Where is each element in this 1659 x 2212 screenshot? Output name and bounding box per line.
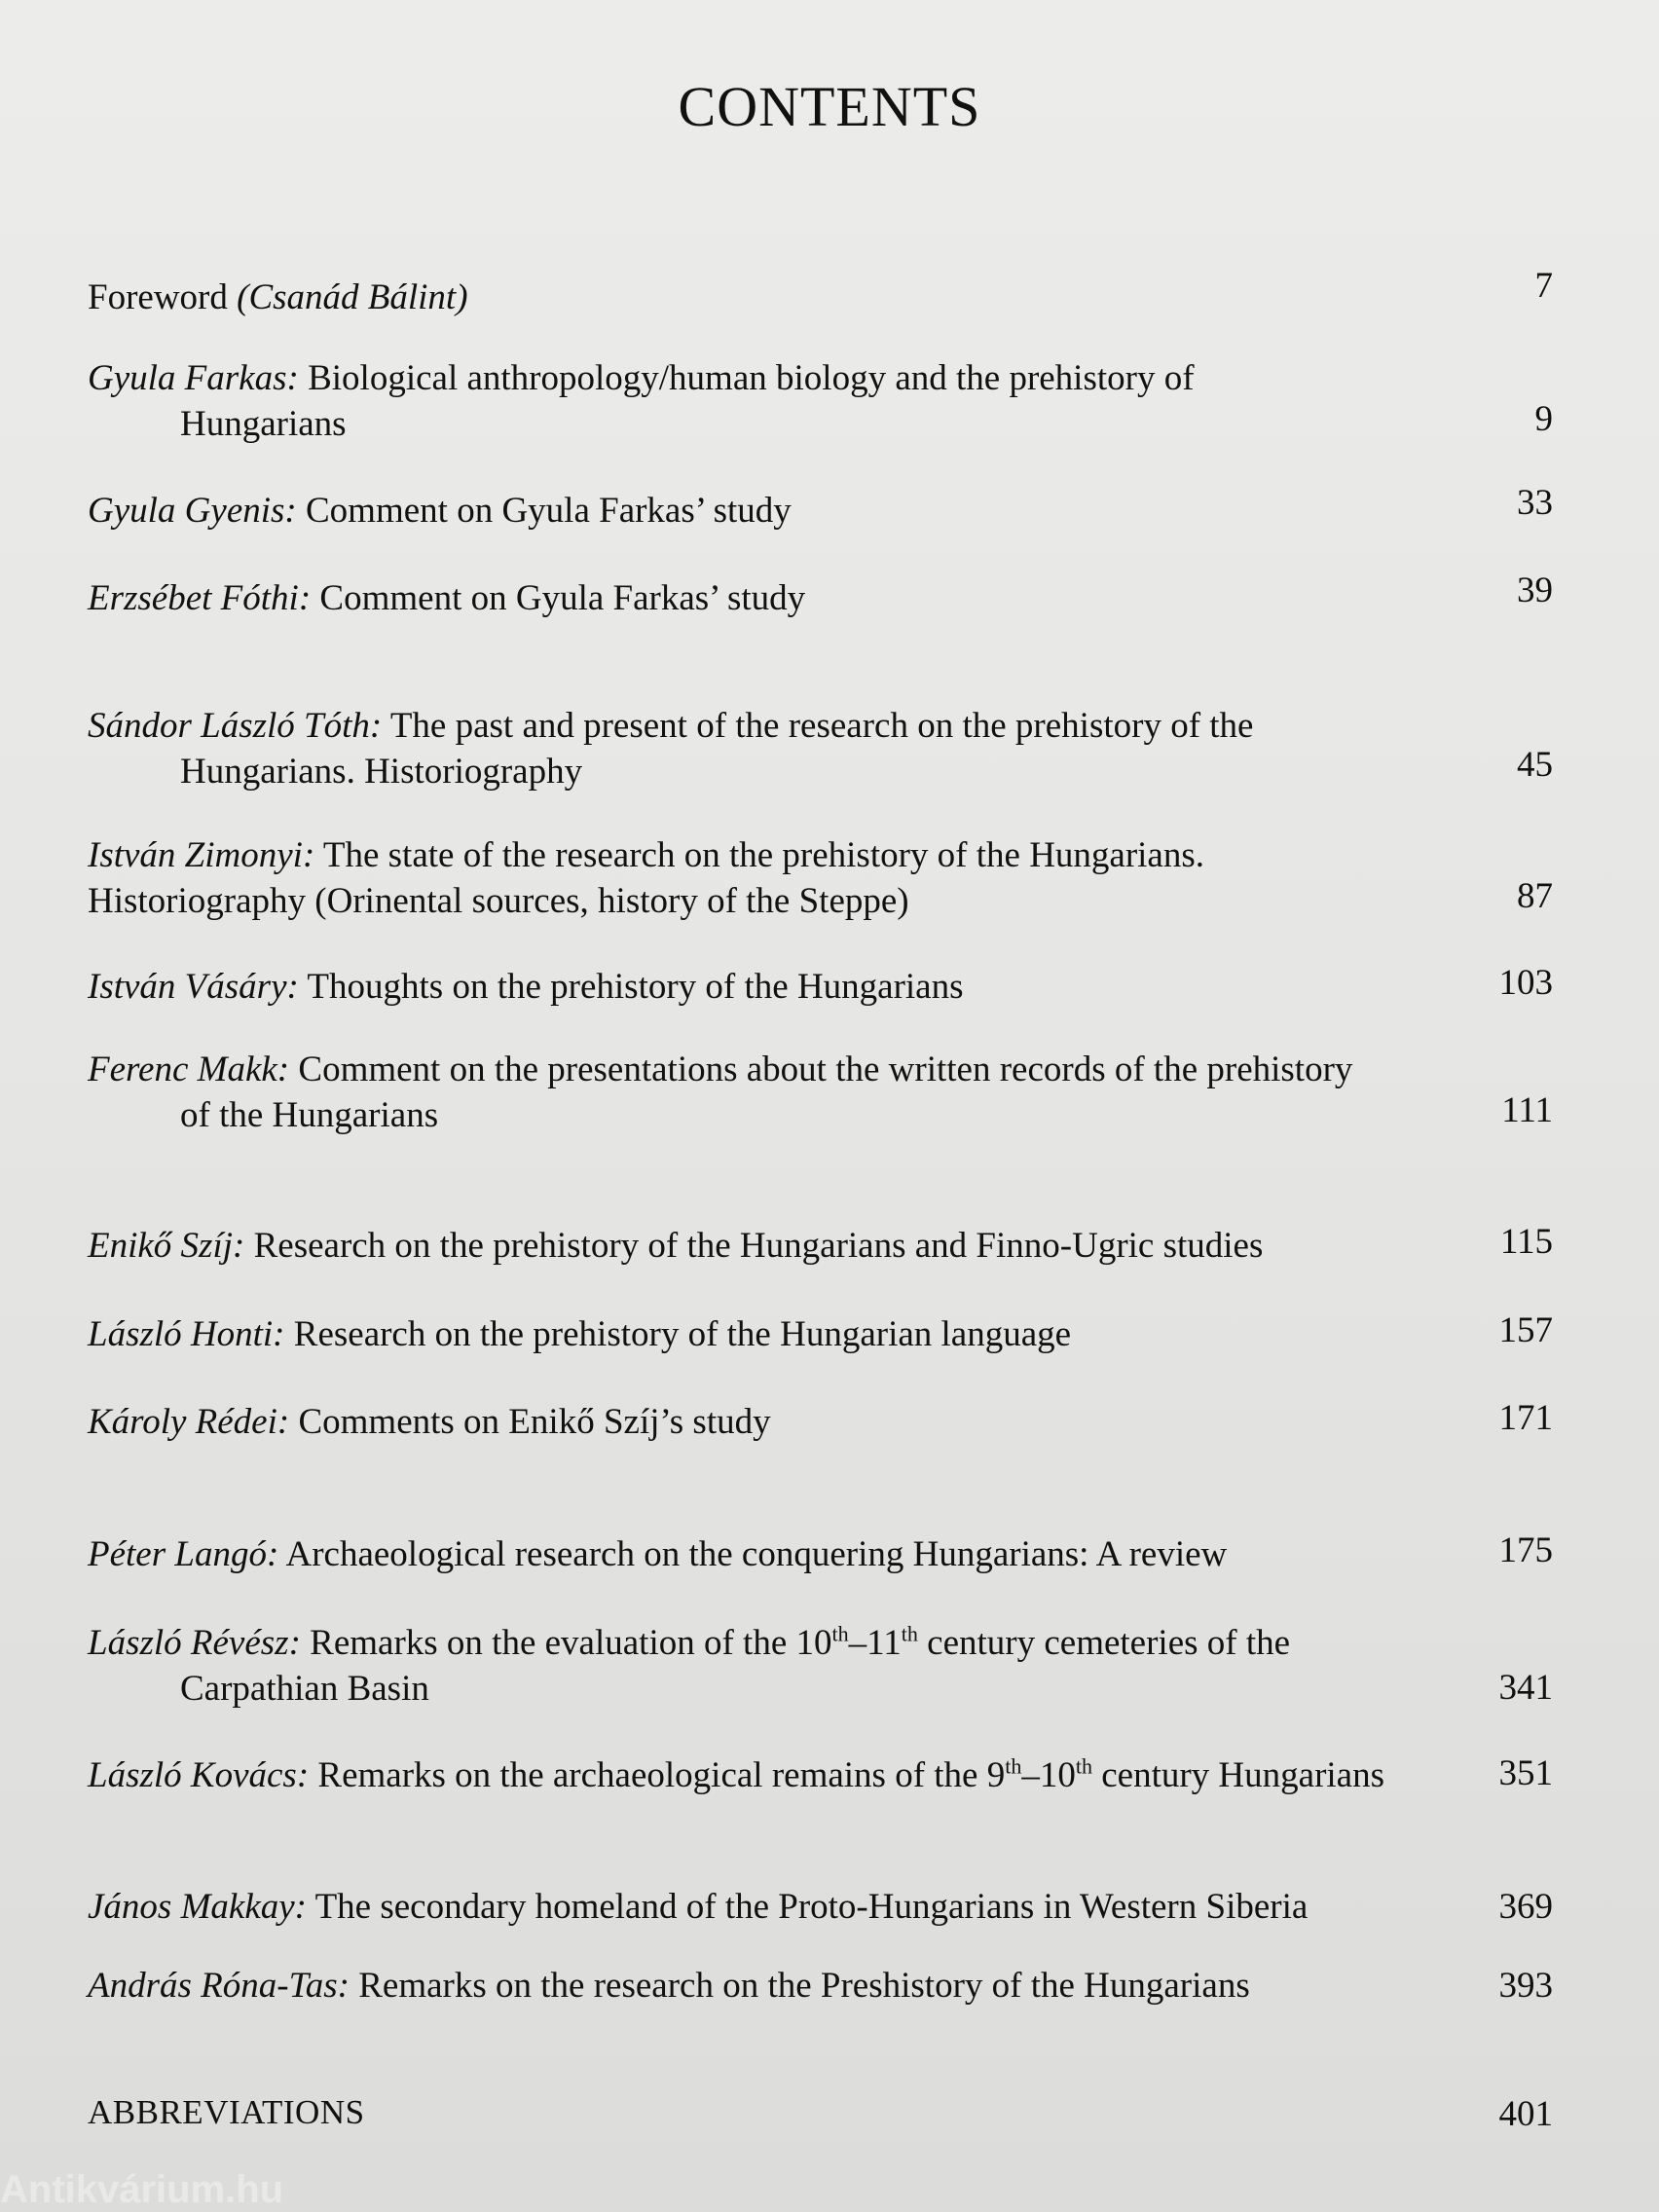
toc-entry — [88, 355, 1553, 447]
page-number: 33 — [1517, 483, 1553, 523]
entry-title: Remarks on the research on the Preshistory of the Hungarians — [349, 1966, 1250, 2006]
entry-title: Remarks on the archaeological remains of the 9 — [309, 1755, 1006, 1795]
page-number: 39 — [1517, 571, 1553, 610]
entry-author: Ferenc Makk: — [88, 1050, 290, 1089]
entry-title: The past and present of the research on the prehistory of the — [382, 706, 1254, 746]
toc-entry — [88, 703, 1553, 794]
page-number: 45 — [1517, 745, 1553, 785]
entry-title: Archaeological research on the conquering Hungarians: A review — [278, 1534, 1228, 1574]
entry-title: Comment on Gyula Farkas’ study — [296, 491, 792, 531]
entry-title-continued: Hungarians — [180, 404, 347, 444]
page-number: 87 — [1517, 876, 1553, 916]
toc-entry — [88, 1752, 1553, 1798]
entry-author: Gyula Farkas: — [88, 358, 299, 398]
watermark: Antikvárium.hu — [0, 2168, 284, 2211]
toc-entry — [88, 1399, 1553, 1445]
entry-title: The state of the research on the prehistory of the Hungarians. — [314, 835, 1205, 875]
page-number: 111 — [1501, 1090, 1553, 1130]
entry-title-continued: Carpathian Basin — [180, 1669, 429, 1709]
toc-entry — [88, 1884, 1553, 1930]
toc-entry — [88, 483, 1553, 534]
page-number: 351 — [1498, 1753, 1553, 1793]
entry-title: Thoughts on the prehistory of the Hungarians — [298, 967, 964, 1007]
toc-entry-abbreviations — [88, 2089, 1553, 2135]
entry-title: –10 — [1021, 1755, 1076, 1795]
entry-title-continued: of the Hungarians — [180, 1095, 439, 1135]
toc-entry — [88, 1047, 1553, 1138]
entry-author: (Csanád Bálint) — [237, 277, 468, 317]
toc-entry — [88, 832, 1553, 924]
entry-title: Research on the prehistory of the Hungarians and Finno-Ugric studies — [244, 1226, 1264, 1266]
page-number: 171 — [1498, 1398, 1553, 1438]
entry-title-continued: Historiography (Orinental sources, history of the Steppe) — [88, 881, 909, 921]
page-number: 7 — [1534, 266, 1553, 306]
toc-entry — [88, 1963, 1553, 2009]
entry-title: Remarks on the evaluation of the 10 — [300, 1623, 832, 1663]
page-number: 393 — [1498, 1966, 1553, 2006]
toc-entry — [88, 571, 1553, 621]
toc-entry — [88, 1620, 1553, 1712]
entry-author: Károly Rédei: — [88, 1402, 290, 1442]
entry-author: Sándor László Tóth: — [88, 706, 383, 746]
page-number: 401 — [1498, 2094, 1553, 2134]
entry-title: Research on the prehistory of the Hungarian language — [284, 1314, 1072, 1354]
entry-author: Gyula Gyenis: — [88, 491, 297, 531]
entry-title-continued: Hungarians. Historiography — [180, 752, 583, 792]
entry-title: Comment on Gyula Farkas’ study — [311, 578, 806, 618]
entry-author: Enikő Szíj: — [88, 1226, 245, 1266]
entry-author: István Vásáry: — [88, 967, 299, 1007]
entry-title: The secondary homeland of the Proto-Hungarians in Western Siberia — [306, 1887, 1309, 1927]
entry-author: István Zimonyi: — [88, 835, 315, 875]
entry-author: Péter Langó: — [88, 1534, 279, 1574]
entry-title: Comments on Enikő Szíj’s study — [289, 1402, 771, 1442]
entry-author: László Kovács: — [88, 1755, 310, 1795]
entry-title: –11 — [848, 1623, 902, 1663]
entry-title: Comment on the presentations about the written records of the prehistory — [289, 1050, 1353, 1089]
entry-author: András Róna-Tas: — [88, 1966, 350, 2006]
ordinal-superscript: th — [1075, 1753, 1092, 1779]
toc-entry — [88, 964, 1553, 1010]
entry-title: century cemeteries of the — [917, 1623, 1291, 1663]
page-title: CONTENTS — [678, 75, 981, 138]
entry-label: Foreword — [88, 277, 238, 317]
page-number: 341 — [1498, 1668, 1553, 1708]
ordinal-superscript: th — [901, 1621, 918, 1646]
entry-author: László Honti: — [88, 1314, 285, 1354]
page-number: 115 — [1499, 1222, 1553, 1262]
entry-title: century Hungarians — [1091, 1755, 1384, 1795]
page-number: 175 — [1498, 1530, 1553, 1570]
toc-entry — [88, 1311, 1553, 1357]
toc-entry-foreword — [88, 266, 1553, 320]
toc-entry — [88, 1223, 1553, 1269]
entry-author: János Makkay: — [88, 1887, 307, 1927]
entry-label: ABBREVIATIONS — [88, 2093, 365, 2131]
page-number: 157 — [1498, 1310, 1553, 1350]
toc-entry — [88, 1531, 1553, 1577]
entry-author: Erzsébet Fóthi: — [88, 578, 312, 618]
ordinal-superscript: th — [831, 1621, 849, 1646]
entry-title: Biological anthropology/human biology and the prehistory of — [298, 358, 1195, 398]
ordinal-superscript: th — [1005, 1753, 1022, 1779]
page-number: 369 — [1498, 1887, 1553, 1927]
page-number: 9 — [1534, 399, 1553, 439]
page-number: 103 — [1498, 963, 1553, 1003]
entry-author: László Révész: — [88, 1623, 301, 1663]
